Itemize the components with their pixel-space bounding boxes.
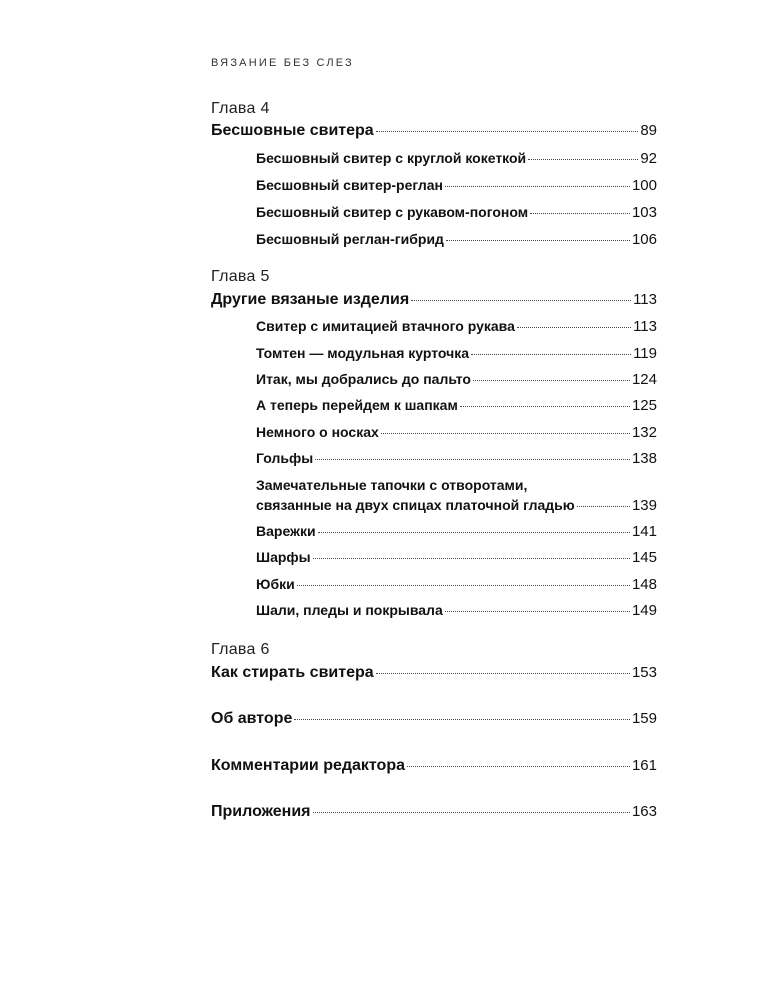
toc-chapter-entry [211, 291, 657, 309]
toc-title: Немного о носках [256, 424, 379, 440]
toc-page-number: 92 [640, 150, 657, 167]
toc-page-number: 125 [631, 397, 657, 414]
toc-sub-entry [256, 371, 657, 388]
toc-chapter-entry [211, 664, 657, 682]
dot-leader [376, 121, 639, 132]
toc-sub-entry [256, 150, 657, 167]
toc-sub-entry [256, 204, 657, 221]
dot-leader [471, 344, 631, 355]
toc-page-number: 148 [631, 576, 657, 593]
toc-title: Бесшовные свитера [211, 122, 374, 139]
toc-sub-entry-line1: Замечательные тапочки с отворотами, [256, 477, 528, 493]
dot-leader [446, 230, 630, 241]
toc-sub-entry [256, 424, 657, 441]
toc-page-number: 141 [631, 523, 657, 540]
toc-chapter-entry [211, 122, 657, 140]
toc-title: Томтен — модульная курточка [256, 345, 470, 361]
dot-leader [313, 548, 630, 559]
dot-leader [530, 203, 630, 214]
toc-page-number: 100 [631, 177, 657, 194]
toc-sub-entry [256, 318, 657, 335]
toc-backmatter-entry [211, 710, 657, 728]
toc-title: Шали, пледы и покрывала [256, 602, 443, 618]
dot-leader [528, 149, 638, 160]
toc-page-number: 145 [631, 549, 657, 566]
dot-leader [517, 317, 631, 328]
toc-title: Комментарии редактора [211, 757, 405, 774]
toc-title: Об авторе [211, 710, 293, 727]
toc-page-number: 159 [631, 710, 657, 727]
toc-sub-entry [256, 177, 657, 194]
toc-title: Варежки [256, 523, 316, 539]
toc-title: Гольфы [256, 450, 314, 466]
toc-page-number: 132 [631, 424, 657, 441]
toc-title: Свитер с имитацией втачного рукава [256, 318, 515, 334]
toc-title: А теперь перейдем к шапкам [256, 397, 458, 413]
toc-page-number: 139 [631, 497, 657, 514]
dot-leader [313, 802, 630, 813]
toc-sub-entry [256, 345, 657, 362]
toc-sub-entry [256, 231, 657, 248]
toc-title: Бесшовный реглан-гибрид [256, 231, 444, 247]
dot-leader [318, 522, 630, 533]
chapter-label: Глава 6 [211, 641, 270, 658]
toc-sub-entry [256, 576, 657, 593]
toc-sub-entry [256, 497, 657, 514]
chapter-label: Глава 5 [211, 268, 270, 285]
toc-sub-entry [256, 523, 657, 540]
chapter-label: Глава 4 [211, 100, 270, 117]
toc-page-number: 161 [631, 757, 657, 774]
dot-leader [460, 396, 630, 407]
toc-page-number: 119 [633, 345, 657, 362]
dot-leader [577, 496, 630, 507]
toc-title: Юбки [256, 576, 295, 592]
toc-title: Бесшовный свитер с рукавом-погоном [256, 204, 529, 220]
toc-title: Шарфы [256, 549, 311, 565]
toc-sub-entry [256, 602, 657, 619]
toc-sub-entry [256, 450, 657, 467]
toc-page-number: 106 [631, 231, 657, 248]
dot-leader [297, 575, 630, 586]
toc-title: связанные на двух спицах платочной гладью [256, 497, 575, 513]
dot-leader [294, 709, 630, 720]
dot-leader [376, 663, 630, 674]
dot-leader [407, 756, 630, 767]
dot-leader [445, 601, 630, 612]
dot-leader [445, 176, 630, 187]
toc-backmatter-entry [211, 803, 657, 821]
toc-page-number: 113 [633, 318, 657, 335]
toc-title: Как стирать свитера [211, 664, 374, 681]
toc-title: Бесшовный свитер-реглан [256, 177, 443, 193]
toc-page-number: 138 [631, 450, 657, 467]
toc-sub-entry [256, 549, 657, 566]
dot-leader [315, 449, 630, 460]
toc-page-number: 103 [631, 204, 657, 221]
dot-leader [381, 423, 630, 434]
toc-title: Итак, мы добрались до пальто [256, 371, 471, 387]
dot-leader [411, 290, 631, 301]
toc-page-number: 89 [640, 122, 657, 139]
toc-title: Приложения [211, 803, 311, 820]
toc-title: Другие вязаные изделия [211, 291, 410, 308]
toc-page-number: 113 [633, 291, 657, 308]
toc-page-number: 153 [631, 664, 657, 681]
toc-page-number: 163 [631, 803, 657, 820]
toc-title: Бесшовный свитер с круглой кокеткой [256, 150, 527, 166]
toc-page-number: 124 [631, 371, 657, 388]
running-head: ВЯЗАНИЕ БЕЗ СЛЕЗ [211, 57, 354, 69]
toc-page-number: 149 [631, 602, 657, 619]
toc-backmatter-entry [211, 757, 657, 775]
toc-sub-entry [256, 397, 657, 414]
dot-leader [473, 370, 630, 381]
